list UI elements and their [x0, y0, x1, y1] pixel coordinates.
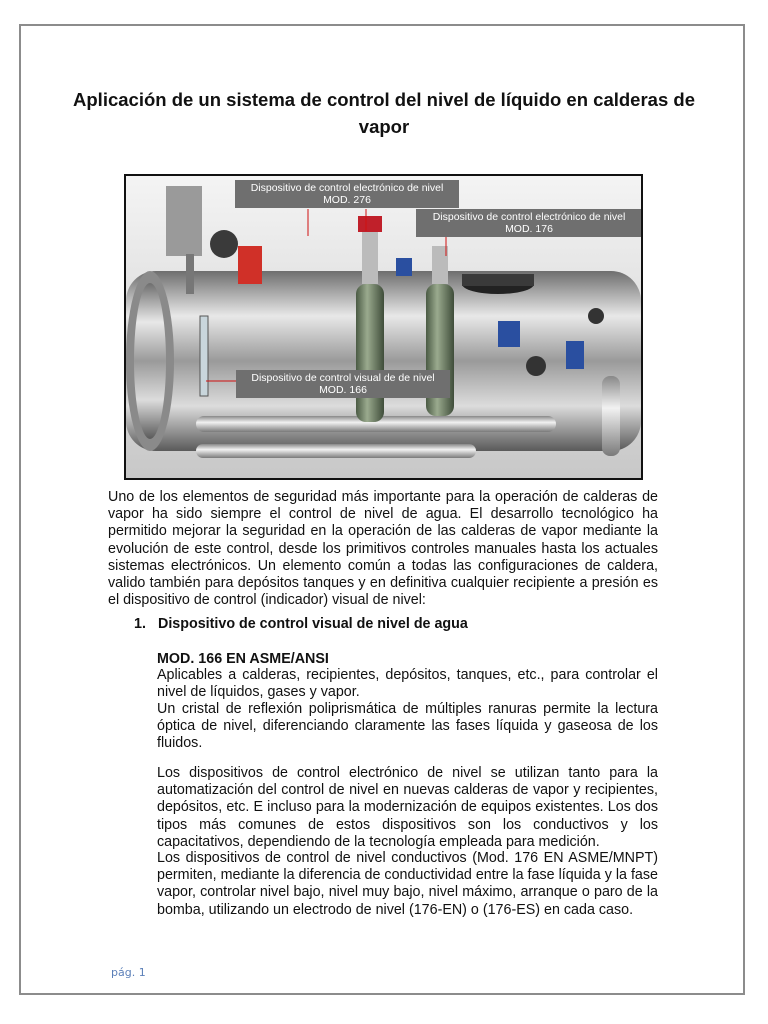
paragraph-conductive-devices: Los dispositivos de control de nivel conductivos (Mod. 176 EN ASME/MNPT) permiten, mediante la diferencia de conductividad entre la fase líquida y la fase vapor, controlar nivel bajo, nivel muy bajo, nivel máximo, arranque o paro de la bomba, utilizando un electrodo de nivel (176-EN) o (176-ES) en cada caso. — [157, 850, 658, 918]
callout-166-line2: MOD. 166 — [319, 384, 367, 396]
callout-176-line2: MOD. 176 — [505, 223, 553, 235]
boiler-figure — [124, 174, 643, 480]
sight-glass-166 — [200, 316, 208, 396]
section-heading-text: Dispositivo de control visual de nivel de agua — [158, 616, 468, 632]
red-electrode-head — [358, 216, 382, 232]
paragraph-crystal: Un cristal de reflexión poliprismática de múltiples ranuras permite la lectura óptica de nivel, diferenciando claramente las fases líquida y gaseosa de los fluidos. — [157, 701, 658, 752]
callout-mod-176 — [416, 209, 642, 237]
section-subheading: MOD. 166 EN ASME/ANSI — [157, 651, 329, 667]
red-control-box — [238, 246, 262, 284]
section-heading — [134, 616, 468, 632]
intro-paragraph: Uno de los elementos de seguridad más importante para la operación de calderas de vapor ha sido siempre el control de nivel de agua. El desarrollo tecnológico ha permitido mejorar la seguridad en la operación de las calderas de vapor mediante la evolución de este control, desde los primitivos controles manuales hasta los actuales sistemas electrónicos. Un elemento común a todas las configuraciones de caldera, valido también para depósitos tanques y en definitiva cualquier recipiente a presión es el dispositivo de control (indicador) visual de nivel: — [108, 489, 658, 609]
callout-166-line1: Dispositivo de control visual de de nivel — [251, 372, 435, 384]
callout-276-line2: MOD. 276 — [323, 194, 371, 206]
bottom-pipe-2 — [196, 444, 476, 458]
callout-276-line1: Dispositivo de control electrónico de nivel — [250, 182, 444, 194]
paragraph-applications: Aplicables a calderas, recipientes, depósitos, tanques, etc., para controlar el nivel de líquidos, gases y vapor. — [157, 667, 658, 701]
callout-mod-276 — [235, 180, 459, 208]
blue-valve — [498, 321, 520, 347]
level-column-276 — [356, 284, 384, 422]
paragraph-electronic-devices: Los dispositivos de control electrónico de nivel se utilizan tanto para la automatización del control de nivel en nuevas calderas de vapor y recipientes, depósitos, etc. E incluso para la modernización de equipos existentes. Los dos tipos más comunes de estos dispositivos son los conductivos y los capacitativos, dependiendo de la tecnología empleada para medición. — [157, 765, 658, 850]
section-number: 1. — [134, 616, 146, 632]
safety-valve — [166, 186, 202, 256]
page-number: pág. 1 — [111, 966, 146, 979]
callout-mod-166 — [236, 370, 450, 398]
document-title: Aplicación de un sistema de control del nivel de líquido en calderas de vapor — [73, 89, 695, 137]
callout-176-line1: Dispositivo de control electrónico de nivel — [432, 211, 626, 223]
